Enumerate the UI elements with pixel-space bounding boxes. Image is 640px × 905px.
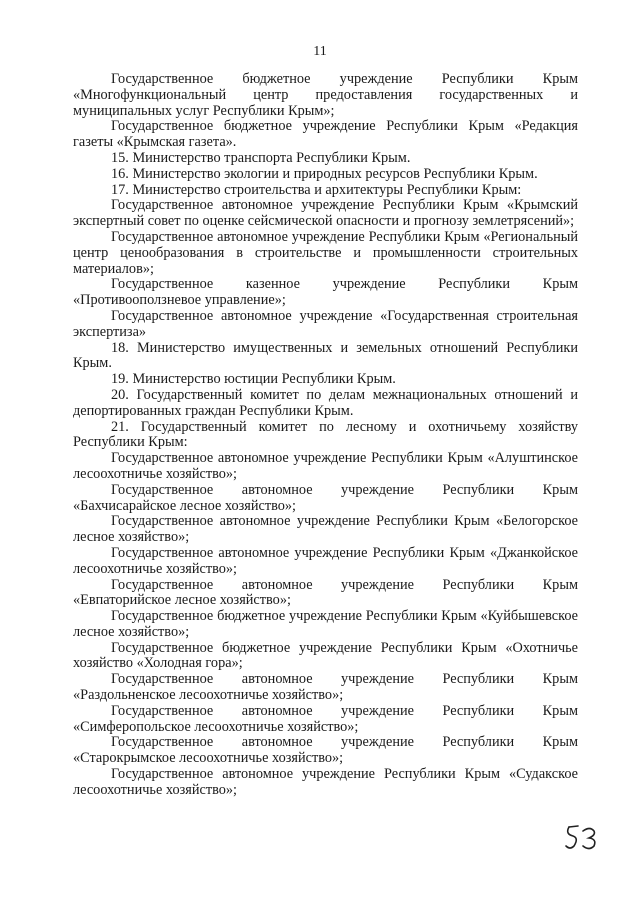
paragraph: 19. Министерство юстиции Республики Крым. — [111, 371, 396, 388]
paragraph: Государственное бюджетное учреждение Республики Крым «Многофункциональный центр предоставления государственных и муниципальных услуг Республики Крым»; — [73, 71, 578, 119]
paragraph: Государственное автономное учреждение Республики Крым «Старокрымское лесоохотничье хозяйство»; — [73, 734, 578, 767]
paragraph: Государственное автономное учреждение «Государственная строительная экспертиза» — [73, 307, 578, 340]
paragraph: Государственное автономное учреждение Республики Крым «Региональный центр ценообразования в строительстве и промышленности строительных материалов»; — [73, 228, 578, 277]
paragraph: Государственное автономное учреждение Республики Крым «Раздольненское лесоохотничье хозяйство»; — [73, 671, 578, 704]
paragraph: 15. Министерство транспорта Республики Крым. — [111, 149, 411, 166]
paragraph: Государственное автономное учреждение Республики Крым «Алуштинское лесоохотничье хозяйство»; — [73, 450, 578, 482]
paragraph: Государственное автономное учреждение Республики Крым «Евпаторийское лесное хозяйство»; — [73, 576, 578, 609]
paragraph: Государственное бюджетное учреждение Республики Крым «Охотничье хозяйство «Холодная гора»; — [73, 639, 578, 672]
paragraph: Государственное автономное учреждение Республики Крым «Симферопольское лесоохотничье хозяйство»; — [73, 702, 578, 735]
paragraph: 21. Государственный комитет по лесному и охотничьему хозяйству Республики Крым: — [73, 418, 578, 451]
paragraph: Государственное автономное учреждение Республики Крым «Крымский экспертный совет по оценке сейсмической опасности и прогнозу землетрясений»; — [73, 197, 578, 230]
paragraph: Государственное автономное учреждение Республики Крым «Джанкойское лесоохотничье хозяйство»; — [73, 544, 578, 577]
paragraph: 16. Министерство экологии и природных ресурсов Республики Крым. — [111, 165, 538, 182]
handwritten-signature-mark — [563, 822, 607, 852]
paragraph: Государственное бюджетное учреждение Республики Крым «Редакция газеты «Крымская газета». — [73, 118, 578, 151]
document-body — [73, 72, 578, 799]
paragraph: Государственное автономное учреждение Республики Крым «Судакское лесоохотничье хозяйство»; — [73, 766, 578, 798]
paragraph: Государственное автономное учреждение Республики Крым «Белогорское лесное хозяйство»; — [73, 513, 578, 546]
paragraph: Государственное казенное учреждение Республики Крым «Противооползневое управление»; — [73, 276, 578, 309]
paragraph: 17. Министерство строительства и архитектуры Республики Крым: — [111, 181, 522, 198]
paragraph: 20. Государственный комитет по делам межнациональных отношений и депортированных граждан Республики Крым. — [73, 386, 578, 419]
paragraph: Государственное бюджетное учреждение Республики Крым «Куйбышевское лесное хозяйство»; — [73, 608, 578, 640]
paragraph: Государственное автономное учреждение Республики Крым «Бахчисарайское лесное хозяйство»; — [73, 481, 578, 514]
paragraph: 18. Министерство имущественных и земельных отношений Республики Крым. — [73, 339, 578, 372]
page-number: 11 — [313, 44, 327, 59]
